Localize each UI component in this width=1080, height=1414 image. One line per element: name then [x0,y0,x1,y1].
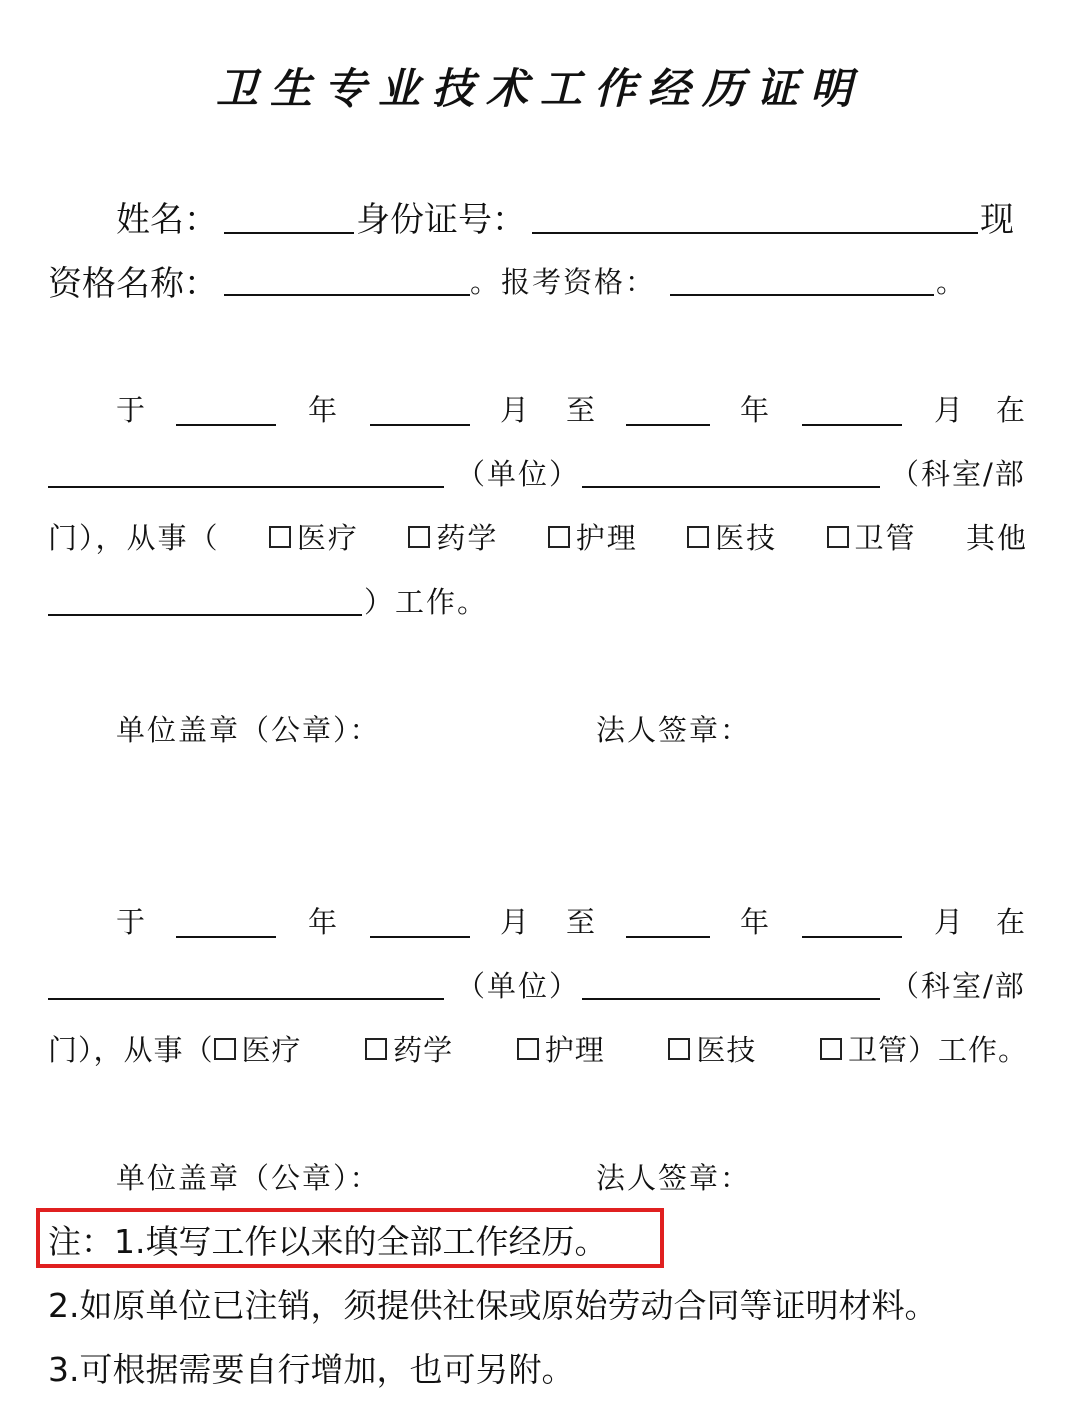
id-number-field[interactable] [532,232,978,234]
note-3: 3.可根据需要自行增加，也可另附。 [48,1350,575,1389]
id-label: 身份证号： [356,200,526,240]
start-month-field[interactable] [370,424,470,426]
end-year-field[interactable] [626,936,710,938]
department-field[interactable] [582,998,880,1000]
to-label: 至 [566,905,598,939]
department-label: （科室/部 [890,457,1026,491]
work-type-row [48,1028,1028,1069]
note-2: 2.如原单位已注销，须提供社保或原始劳动合同等证明材料。 [48,1286,938,1325]
unit-label: （单位） [456,969,581,1003]
option-health-admin: 卫管 [847,1033,908,1067]
work-type-row [48,516,1028,557]
checkbox-icon [668,1038,690,1060]
end-month-field[interactable] [802,936,902,938]
start-year-field[interactable] [176,424,276,426]
end-year-field[interactable] [626,424,710,426]
unit-field[interactable] [48,998,444,1000]
year-label: 年 [308,905,340,939]
unit-stamp-label: 单位盖章（公章）： [116,713,381,747]
note-1: 注：1.填写工作以来的全部工作经历。 [48,1222,608,1261]
qualification-field[interactable] [224,294,470,296]
start-year-field[interactable] [176,936,276,938]
current-prefix: 现 [980,200,1014,240]
option-health-admin[interactable]: 卫管 [827,516,917,557]
work-end-label: ）工作。 [907,1033,1028,1067]
option-medical[interactable]: 医疗 [269,516,359,557]
month-label: 月 [500,393,532,427]
at-label: 在 [996,905,1028,939]
work-type-prefix: 门），从事（ [48,1033,214,1067]
name-field[interactable] [224,232,354,234]
option-nursing[interactable]: 护理 [517,1028,605,1069]
work-type-prefix: 门），从事（ [48,521,220,555]
checkbox-icon [365,1038,387,1060]
checkbox-icon [687,526,709,548]
checkbox-icon [827,526,849,548]
legal-signature-label: 法人签章： [596,1161,752,1195]
checkbox-icon[interactable] [820,1038,842,1060]
checkbox-icon [548,526,570,548]
unit-label: （单位） [456,457,581,491]
department-field[interactable] [582,486,880,488]
option-pharmacy[interactable]: 药学 [365,1028,453,1069]
qualification-label: 资格名称： [48,264,218,304]
at-label: 在 [996,393,1028,427]
option-medtech[interactable]: 医技 [687,516,777,557]
unit-field[interactable] [48,486,444,488]
year-label: 年 [740,905,772,939]
end-month-field[interactable] [802,424,902,426]
month-label: 月 [500,905,532,939]
header-end-mark: 。 [936,265,968,299]
exam-qualification-field[interactable] [670,294,934,296]
document-title: 卫生专业技术工作经历证明 [215,64,864,113]
unit-stamp-label: 单位盖章（公章）： [116,1161,381,1195]
option-other-label: 其他 [965,521,1028,555]
other-work-field[interactable] [48,614,362,616]
work-end-label: ）工作。 [364,585,489,619]
checkbox-icon[interactable] [214,1038,236,1060]
month-label: 月 [934,393,966,427]
option-medical: 医疗 [241,1033,302,1067]
option-pharmacy[interactable]: 药学 [408,516,498,557]
year-label: 年 [308,393,340,427]
exam-label: 。报考资格： [470,265,657,299]
checkbox-icon [517,1038,539,1060]
checkbox-icon [408,526,430,548]
year-label: 年 [740,393,772,427]
department-label: （科室/部 [890,969,1026,1003]
option-medtech[interactable]: 医技 [668,1028,756,1069]
option-nursing[interactable]: 护理 [548,516,638,557]
month-label: 月 [934,905,966,939]
from-label: 于 [116,905,148,939]
to-label: 至 [566,393,598,427]
from-label: 于 [116,393,148,427]
checkbox-icon [269,526,291,548]
start-month-field[interactable] [370,936,470,938]
legal-signature-label: 法人签章： [596,713,752,747]
name-label: 姓名： [116,200,218,240]
